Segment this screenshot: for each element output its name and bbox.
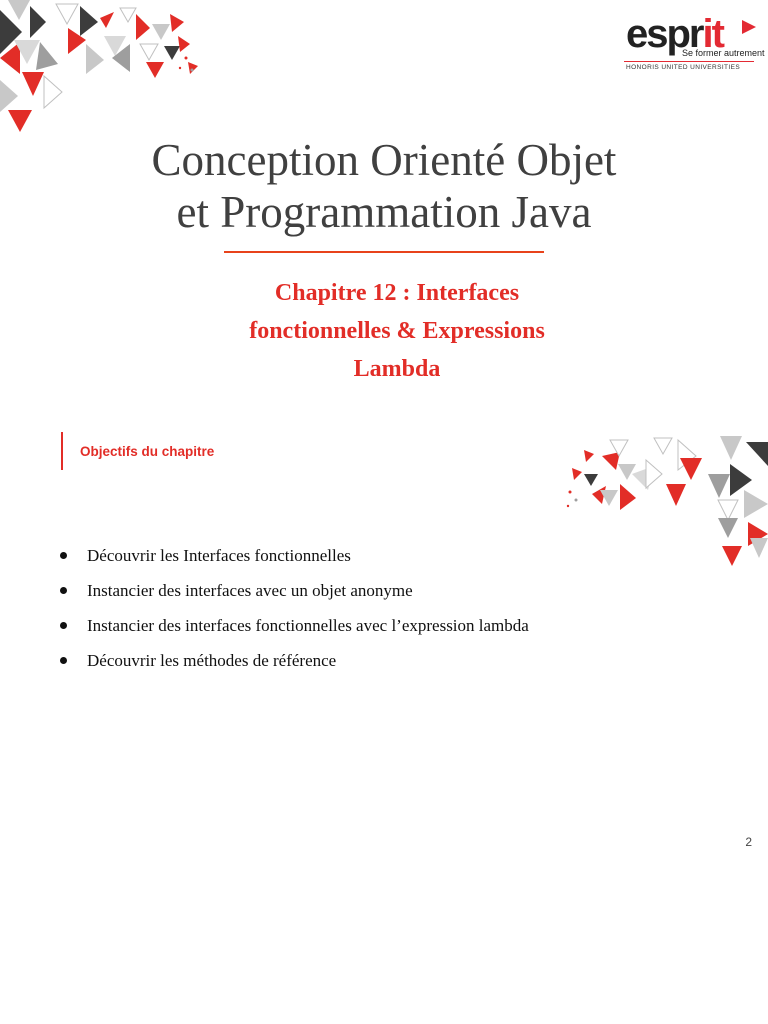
logo-wordmark-main: espr — [626, 12, 703, 56]
list-item — [60, 615, 529, 650]
chapter-heading-line-2: fonctionnelles & Expressions — [249, 318, 545, 344]
logo-divider — [624, 61, 754, 62]
decorative-triangles-right — [562, 434, 768, 570]
list-item-text: Découvrir les Interfaces fonctionnelles — [87, 546, 351, 565]
chapter-heading-line-1: Chapitre 12 : Interfaces — [274, 280, 520, 306]
logo-wordmark-accent: it — [702, 12, 723, 56]
list-item-text: Instancier des interfaces avec un objet anonyme — [87, 581, 413, 600]
slide-title — [0, 134, 768, 238]
page-number: 2 — [745, 835, 752, 849]
title-underline — [224, 251, 544, 253]
chapter-heading-line-3: Lambda — [353, 356, 441, 382]
list-item — [60, 545, 529, 580]
objectives-heading: Objectifs du chapitre — [80, 444, 215, 459]
bullet-dot-icon — [60, 587, 67, 594]
list-item-text: Découvrir les méthodes de référence — [87, 651, 337, 670]
objectives-list — [60, 545, 529, 685]
list-item — [60, 650, 529, 685]
list-item-text: Instancier des interfaces fonctionnelles avec l’expression lambda — [87, 616, 529, 635]
slide-title-line-2: et Programmation Java — [176, 187, 592, 237]
bullet-dot-icon — [60, 552, 67, 559]
decorative-triangles-top-left — [0, 0, 210, 140]
list-item — [60, 580, 529, 615]
objectives-accent-bar — [61, 432, 63, 470]
chapter-heading — [200, 274, 594, 388]
bullet-dot-icon — [60, 622, 67, 629]
bullet-dot-icon — [60, 657, 67, 664]
slide-title-line-1: Conception Orienté Objet — [151, 135, 617, 185]
logo-tagline: Se former autrement — [682, 48, 765, 58]
esprit-logo — [622, 12, 765, 74]
logo-subline: HONORIS UNITED UNIVERSITIES — [626, 64, 741, 71]
logo-flag-icon — [742, 20, 756, 34]
